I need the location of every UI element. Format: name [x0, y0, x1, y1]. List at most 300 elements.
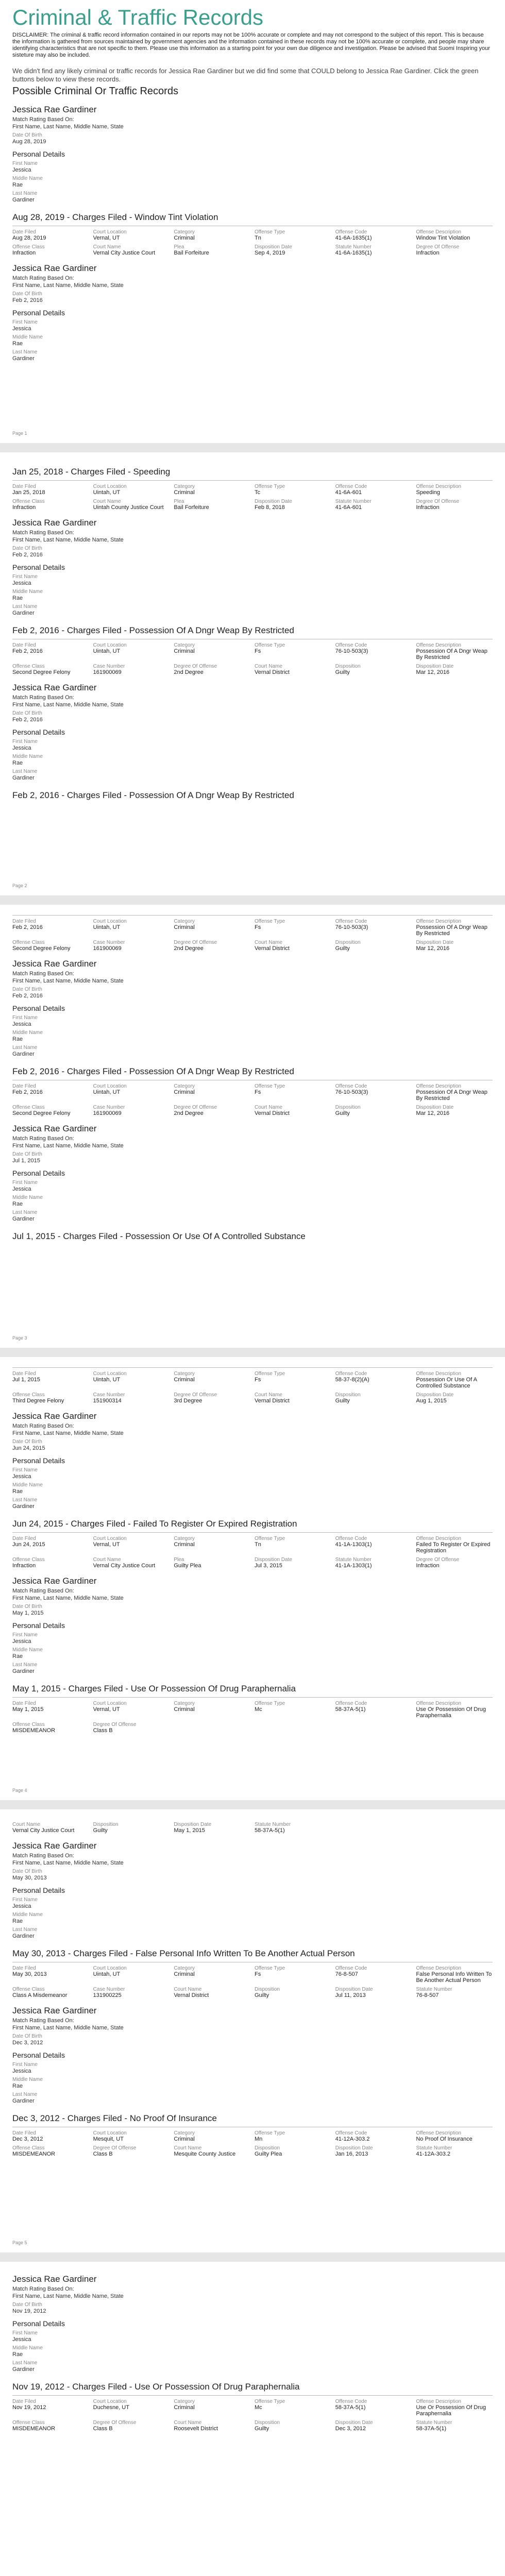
text: Court Name: [255, 1392, 282, 1398]
record-field: [335, 1536, 412, 1554]
text: Sep 4, 2019: [255, 250, 285, 256]
text: Tn: [255, 235, 261, 241]
record-title[interactable]: Feb 2, 2016 - Charges Filed - Possession Of A Dngr Weap By Restricted: [12, 790, 294, 800]
record-field: [93, 940, 170, 952]
text: May 30, 2013: [12, 1875, 47, 1881]
text: Guilty: [335, 945, 350, 952]
text: First Name, Last Name, Middle Name, State: [12, 537, 124, 543]
text: Uintah County Justice Court: [93, 504, 164, 511]
last-name-value: Gardiner: [12, 197, 35, 203]
text: Date Filed: [12, 2130, 36, 2136]
text: Date Filed: [12, 1701, 36, 1706]
text: Disposition Date: [335, 2145, 373, 2151]
record-field: [12, 919, 89, 937]
person-block: [12, 263, 493, 362]
text: Vernal, UT: [93, 1706, 120, 1713]
text: Category: [174, 1083, 195, 1089]
text: Court Location: [93, 1701, 127, 1706]
text: Degree Of Offense: [174, 1105, 217, 1110]
text: Infraction: [416, 504, 440, 511]
text: Fs: [255, 648, 261, 654]
text: Guilty: [335, 669, 350, 675]
text: Offense Type: [255, 1536, 285, 1541]
record-title[interactable]: Aug 28, 2019 - Charges Filed - Window Tint Violation: [12, 212, 218, 222]
text: Degree Of Offense: [174, 1392, 217, 1398]
text: Last Name: [12, 1210, 38, 1215]
text: Court Location: [93, 1083, 127, 1089]
text: Date Of Birth: [12, 987, 42, 992]
text: Offense Class: [12, 1722, 45, 1727]
text: Uintah, UT: [93, 1089, 121, 1095]
report-page: [0, 1809, 505, 2252]
record-field: [93, 919, 170, 937]
record-field: [255, 1965, 331, 1984]
text: First Name, Last Name, Middle Name, State: [12, 1595, 124, 1601]
text: Case Number: [93, 940, 125, 945]
text: Gardiner: [12, 2098, 35, 2104]
text: Date Of Birth: [12, 2033, 42, 2039]
record-field: [416, 1536, 493, 1554]
record-field: [12, 2399, 89, 2417]
text: Personal Details: [12, 563, 65, 571]
text: Jan 16, 2013: [335, 2151, 368, 2157]
text: Court Name: [93, 244, 121, 250]
record-title[interactable]: May 1, 2015 - Charges Filed - Use Or Possession Of Drug Paraphernalia: [12, 1684, 296, 1693]
text: Date Filed: [12, 1371, 36, 1377]
text: Offense Description: [416, 1536, 461, 1541]
person-block: [12, 2274, 493, 2372]
record-field: [174, 940, 250, 952]
text: Offense Code: [335, 229, 367, 235]
text: First Name, Last Name, Middle Name, State: [12, 1143, 124, 1149]
person-block: [12, 1124, 493, 1222]
text: Window Tint Violation: [416, 235, 470, 241]
record-title[interactable]: Jul 1, 2015 - Charges Filed - Possession Or Use Of A Controlled Substance: [12, 1231, 306, 1241]
text: Rae: [12, 760, 23, 766]
record-title[interactable]: May 30, 2013 - Charges Filed - False Personal Info Written To Be Another Actual Person: [12, 1948, 355, 1958]
text: Date Of Birth: [12, 291, 42, 297]
record-field: [93, 2145, 170, 2157]
text: Page: [12, 1788, 24, 1793]
record-field: [416, 2145, 493, 2157]
record-field: [416, 2420, 493, 2432]
match-label: Match Rating Based On:: [12, 116, 74, 123]
text: Gardiner: [12, 1216, 35, 1222]
text: 2: [24, 883, 27, 888]
text: Infraction: [416, 250, 440, 256]
record-field: [174, 2130, 250, 2142]
text: Date Filed: [12, 1083, 36, 1089]
record-grid: [12, 642, 493, 675]
record-field: [12, 1722, 89, 1734]
record-title[interactable]: Jan 25, 2018 - Charges Filed - Speeding: [12, 467, 171, 477]
text: 131900225: [93, 1992, 122, 1998]
text: Court Name: [174, 2420, 202, 2426]
text: Jessica Rae Gardiner: [12, 2006, 97, 2015]
record-field: [174, 2420, 250, 2432]
text: Offense Class: [12, 499, 45, 504]
text: Mesquit, UT: [93, 2136, 124, 2142]
text: Mar 12, 2016: [416, 1110, 450, 1116]
text: Degree Of Offense: [416, 499, 460, 504]
text: Duchesne, UT: [93, 2404, 129, 2411]
text: Uintah, UT: [93, 489, 121, 496]
text: Case Number: [93, 664, 125, 669]
text: Court Location: [93, 642, 127, 648]
record-field: [12, 1557, 89, 1569]
text: Use Or Possession Of Drug Paraphernalia: [416, 2404, 486, 2417]
text: Date Of Birth: [12, 1439, 42, 1445]
text: Case Number: [93, 1987, 125, 1992]
text: Nov 19, 2012: [12, 2404, 46, 2411]
text: Third Degree Felony: [12, 1398, 64, 1404]
text: Rae: [12, 2351, 23, 2358]
text: Offense Class: [12, 2420, 45, 2426]
record-field: [416, 2399, 493, 2417]
record-field: [255, 2130, 331, 2142]
text: 76-8-507: [335, 1971, 358, 1977]
record-field: [93, 1822, 170, 1834]
record-field: [416, 1083, 493, 1101]
text: Offense Code: [335, 642, 367, 648]
record-field: [12, 2130, 89, 2142]
disclaimer: DISCLAIMER: The criminal & traffic record information contained in our reports may not be 100% accurate or complete and may not correspond to the subject of this report. This is because the information is gathered from sources maintained by government agencies and the information contained in these records may not be 100% accurate or complete, and people may share identifying characteristics that are not specific to them. Please use this information as a starting point for your own due diligence and investigation. Please be advised that Suomi Inspiring your sisteture may also be included.: [12, 32, 490, 58]
text: 76-8-507: [416, 1992, 439, 1998]
text: Offense Class: [12, 244, 45, 250]
record-title[interactable]: Dec 3, 2012 - Charges Filed - No Proof Of Insurance: [12, 2113, 217, 2123]
text: Last Name: [12, 769, 38, 774]
text: Guilty: [255, 1992, 270, 1998]
dob-label: Date Of Birth: [12, 132, 42, 138]
text: Match Rating Based On:: [12, 1588, 74, 1594]
dob-value: Aug 28, 2019: [12, 139, 46, 145]
text: Dec 3, 2012: [12, 2040, 43, 2046]
record-grid: [12, 1822, 493, 1834]
text: Middle Name: [12, 2345, 43, 2351]
text: First Name: [12, 319, 38, 325]
record-field: [93, 1557, 170, 1569]
text: Last Name: [12, 2092, 38, 2097]
record-field: [255, 2399, 331, 2417]
person-block: [12, 105, 493, 203]
text: Last Name: [12, 604, 38, 609]
record-field: [335, 2399, 412, 2417]
report-page: [0, 905, 505, 1348]
text: Nov 19, 2012: [12, 2308, 46, 2314]
record-field: [174, 919, 250, 937]
text: Offense Description: [416, 919, 461, 924]
report-page: [0, 0, 505, 443]
record-field: [416, 919, 493, 937]
record-title[interactable]: Nov 19, 2012 - Charges Filed - Use Or Possession Of Drug Paraphernalia: [12, 2382, 300, 2392]
text: Mn: [255, 2136, 263, 2142]
record-field: [335, 664, 412, 675]
text: Vernal, UT: [93, 1541, 120, 1548]
text: Court Location: [93, 919, 127, 924]
text: First Name, Last Name, Middle Name, State: [12, 1430, 124, 1436]
text: Dec 3, 2012: [335, 2426, 366, 2432]
text: Jessica Rae Gardiner: [12, 518, 97, 528]
text: 161900069: [93, 669, 122, 675]
text: Vernal City Justice Court: [12, 1827, 75, 1834]
text: Date Filed: [12, 1536, 36, 1541]
text: First Name: [12, 1632, 38, 1638]
record-field: [255, 940, 331, 952]
record-field: [255, 2145, 331, 2157]
record-field: [416, 1557, 493, 1569]
record-field: [255, 1987, 331, 1998]
record-field: [93, 2420, 170, 2432]
text: Fs: [255, 924, 261, 930]
record-field: [93, 642, 170, 660]
text: Last Name: [12, 1927, 38, 1933]
text: First Name, Last Name, Middle Name, State: [12, 282, 124, 289]
text: Vernal District: [255, 1398, 290, 1404]
text: Offense Type: [255, 1965, 285, 1971]
record-field: [12, 1536, 89, 1554]
record-field: [416, 642, 493, 660]
record-field: [174, 1987, 250, 1998]
text: Date Filed: [12, 229, 36, 235]
record-field: [174, 1965, 250, 1984]
person-block: [12, 1576, 493, 1674]
record-field: [93, 2130, 170, 2142]
record-field: [335, 1105, 412, 1116]
text: Jessica Rae Gardiner: [12, 683, 97, 692]
text: Last Name: [12, 2360, 38, 2366]
person-block: [12, 2006, 493, 2104]
record-field: [416, 484, 493, 496]
text: Failed To Register Or Expired Registration: [416, 1541, 491, 1554]
text: Personal Details: [12, 2051, 65, 2059]
text: Date Of Birth: [12, 546, 42, 551]
text: First Name, Last Name, Middle Name, State: [12, 2025, 124, 2031]
text: Offense Code: [335, 1701, 367, 1706]
report-title: Criminal & Traffic Records: [12, 5, 264, 29]
text: Category: [174, 1371, 195, 1377]
text: Court Location: [93, 1371, 127, 1377]
record-field: [255, 1701, 331, 1719]
record-field: [255, 1371, 331, 1389]
text: Category: [174, 642, 195, 648]
record-field: [93, 1105, 170, 1116]
text: Jessica: [12, 1473, 31, 1480]
record-field: [335, 2130, 412, 2142]
record-field: [93, 1722, 170, 1734]
text: Jun 24, 2015: [12, 1541, 45, 1548]
record-field: [335, 244, 412, 256]
text: Court Name: [93, 1557, 121, 1563]
report-page: [0, 452, 505, 895]
text: Gardiner: [12, 1668, 35, 1674]
text: Category: [174, 2130, 195, 2136]
text: Middle Name: [12, 1912, 43, 1918]
text: Uintah, UT: [93, 924, 121, 930]
text: Vernal City Justice Court: [93, 250, 156, 256]
text: Middle Name: [12, 1482, 43, 1488]
record-field: [335, 1987, 412, 1998]
text: 3rd Degree: [174, 1398, 203, 1404]
record-field: [335, 919, 412, 937]
text: Date Filed: [12, 642, 36, 648]
text: Offense Code: [335, 2130, 367, 2136]
text: Gardiner: [12, 775, 35, 781]
text: Uintah, UT: [93, 1377, 121, 1383]
text: 58-37A-5(1): [255, 1827, 285, 1834]
text: Feb 2, 2016: [12, 717, 43, 723]
text: First Name: [12, 2330, 38, 2336]
text: Personal Details: [12, 309, 65, 317]
text: Criminal: [174, 1377, 195, 1383]
text: Jessica Rae Gardiner: [12, 263, 97, 273]
text: Category: [174, 2399, 195, 2404]
text: Guilty Plea: [255, 2151, 282, 2157]
text: Rae: [12, 1653, 23, 1659]
text: Category: [174, 484, 195, 489]
intro-lead: We didn't find any likely criminal or traffic records for Jessica Rae Gardiner but we did find some that COULD belong to Jessica Rae Gardiner. Click the green buttons below to view these records.: [12, 67, 479, 83]
text: Feb 2, 2016: [12, 648, 43, 654]
record-field: [12, 1987, 89, 1998]
text: Vernal District: [255, 669, 290, 675]
text: First Name: [12, 1015, 38, 1021]
text: Guilty: [335, 1110, 350, 1116]
record-field: [335, 229, 412, 241]
text: Statute Number: [335, 244, 372, 250]
text: First Name: [12, 1897, 38, 1903]
text: Fs: [255, 1377, 261, 1383]
text: 2nd Degree: [174, 669, 204, 675]
text: 58-37-8(2)(A): [335, 1377, 369, 1383]
record-field: [12, 664, 89, 675]
text: Date Filed: [12, 919, 36, 924]
text: Last Name: [12, 349, 38, 355]
record-field: [255, 244, 331, 256]
record-grid: [12, 919, 493, 952]
text: Jessica: [12, 1021, 31, 1027]
text: Disposition Date: [335, 2420, 373, 2426]
text: Statute Number: [416, 2145, 452, 2151]
person-block: [12, 1411, 493, 1510]
record-field: [12, 1965, 89, 1984]
text: Disposition Date: [416, 1105, 454, 1110]
record-field: [255, 1822, 331, 1834]
record-title[interactable]: Jun 24, 2015 - Charges Filed - Failed To Register Or Expired Registration: [12, 1519, 297, 1529]
record-grid: [12, 1965, 493, 1998]
record-field: [255, 2420, 331, 2432]
record-field: [335, 1965, 412, 1984]
record-field: [416, 229, 493, 241]
record-grid: [12, 1536, 493, 1569]
text: Statute Number: [416, 2420, 452, 2426]
first-name-label: First Name: [12, 161, 38, 166]
record-field: [174, 1822, 250, 1834]
text: Jessica: [12, 1638, 31, 1645]
record-field: [12, 484, 89, 496]
text: Disposition Date: [174, 1822, 212, 1827]
record-title[interactable]: Feb 2, 2016 - Charges Filed - Possession Of A Dngr Weap By Restricted: [12, 1066, 294, 1076]
record-field: [12, 229, 89, 241]
text: First Name, Last Name, Middle Name, State: [12, 1860, 124, 1866]
text: Guilty: [93, 1827, 108, 1834]
text: Middle Name: [12, 754, 43, 759]
text: 58-37A-5(1): [335, 1706, 366, 1713]
text: Criminal: [174, 1706, 195, 1713]
text: Court Location: [93, 229, 127, 235]
text: Last Name: [12, 1497, 38, 1503]
record-field: [255, 484, 331, 496]
text: May 1, 2015: [12, 1706, 44, 1713]
text: Mc: [255, 2404, 262, 2411]
text: First Name: [12, 574, 38, 580]
record-field: [93, 1392, 170, 1404]
text: Last Name: [12, 1045, 38, 1050]
text: Criminal: [174, 1541, 195, 1548]
text: Court Name: [255, 664, 282, 669]
text: Disposition Date: [255, 244, 292, 250]
record-field: [12, 244, 89, 256]
text: Court Location: [93, 1965, 127, 1971]
text: Statute Number: [416, 1987, 452, 1992]
record-field: [12, 499, 89, 511]
text: 41-6A-601: [335, 504, 362, 511]
text: Second Degree Felony: [12, 669, 71, 675]
text: Offense Description: [416, 2399, 461, 2404]
text: Court Name: [174, 2145, 202, 2151]
record-field: [255, 499, 331, 511]
text: MISDEMEANOR: [12, 1727, 56, 1734]
text: Speeding: [416, 489, 440, 496]
text: Jessica Rae Gardiner: [12, 1576, 97, 1586]
record-field: [255, 1392, 331, 1404]
record-field: [93, 1371, 170, 1389]
text: Match Rating Based On:: [12, 694, 74, 701]
record-field: [416, 244, 493, 256]
record-title[interactable]: Feb 2, 2016 - Charges Filed - Possession Of A Dngr Weap By Restricted: [12, 625, 294, 635]
text: Statute Number: [335, 1557, 372, 1563]
record-field: [335, 499, 412, 511]
text: Class A Misdemeanor: [12, 1992, 68, 1998]
text: Jul 1, 2015: [12, 1158, 40, 1164]
text: Offense Code: [335, 1371, 367, 1377]
text: Offense Code: [335, 1965, 367, 1971]
text: Degree Of Offense: [93, 2145, 137, 2151]
text: Possession Of A Dngr Weap By Restricted: [416, 648, 487, 660]
text: Middle Name: [12, 1647, 43, 1653]
text: Offense Type: [255, 1371, 285, 1377]
text: Case Number: [93, 1392, 125, 1398]
record-field: [174, 2399, 250, 2417]
text: Feb 2, 2016: [12, 552, 43, 558]
text: Disposition Date: [255, 1557, 292, 1563]
text: Court Location: [93, 484, 127, 489]
record-field: [174, 244, 250, 256]
text: Rae: [12, 2083, 23, 2089]
text: Offense Type: [255, 229, 285, 235]
text: Vernal City Justice Court: [93, 1563, 156, 1569]
text: Feb 8, 2018: [255, 504, 285, 511]
text: Offense Type: [255, 642, 285, 648]
text: Second Degree Felony: [12, 1110, 71, 1116]
text: Offense Description: [416, 1083, 461, 1089]
text: Disposition: [335, 664, 361, 669]
text: Class B: [93, 2426, 113, 2432]
text: Disposition Date: [416, 664, 454, 669]
record-grid: [12, 1371, 493, 1404]
record-field: [255, 919, 331, 937]
text: Infraction: [416, 1563, 440, 1569]
record-field: [174, 664, 250, 675]
section-title: Possible Criminal Or Traffic Records: [12, 86, 178, 97]
